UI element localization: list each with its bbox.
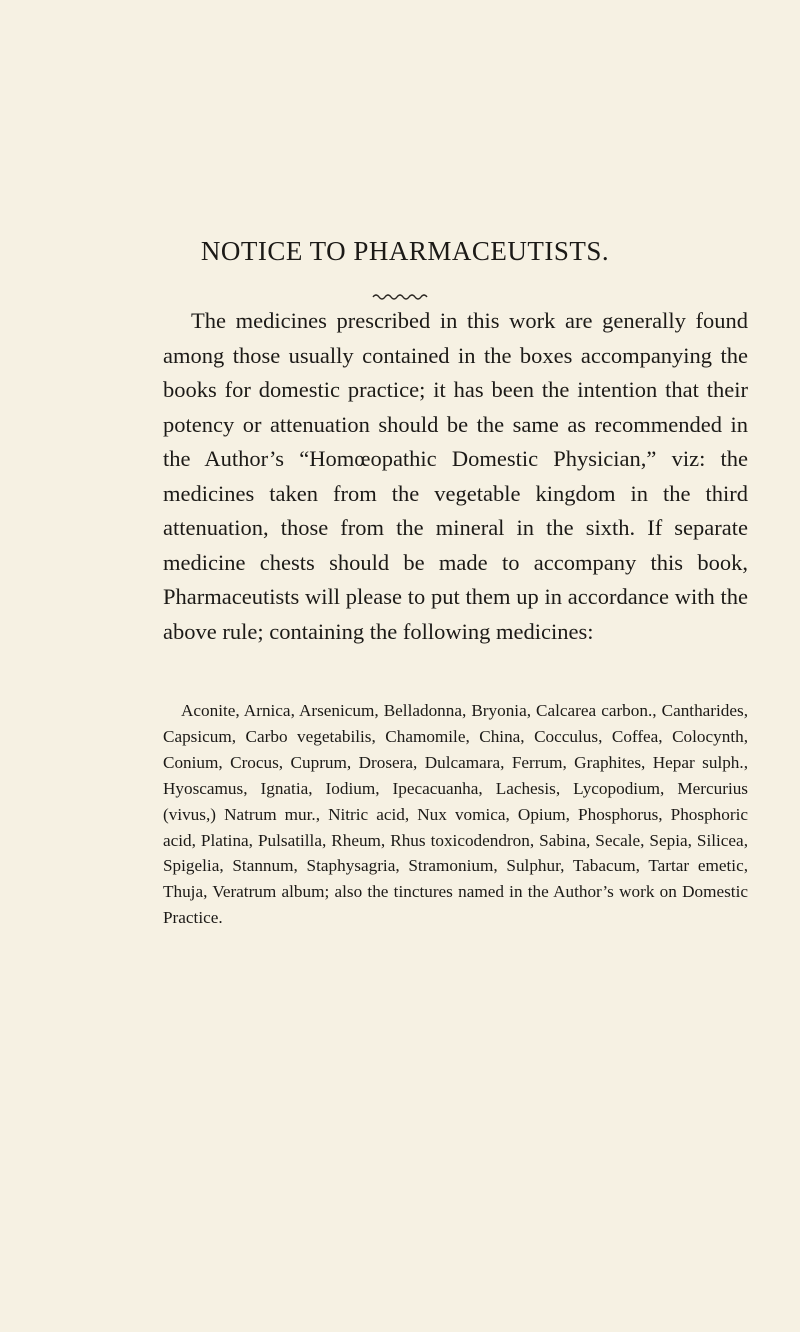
wavy-rule-ornament <box>372 291 428 301</box>
medicines-list <box>163 698 748 931</box>
notice-paragraph <box>163 304 748 649</box>
notice-paragraph-text: The medicines prescribed in this work are generally found among those usually contained in the boxes accompanying the books for domestic practice; it has been the intention that their potency or attenuation should be the same as recommended in the Author’s “Homœopathic Domestic Physician,” viz: the medicines taken from the vegetable kingdom in the third attenuation, those from the mineral in the sixth. If separate medicine chests should be made to accompany this book, Pharmaceutists will please to put them up in accordance with the above rule; containing the following medicines: <box>163 308 748 644</box>
medicines-list-text: Aconite, Arnica, Arsenicum, Belladonna, Bryonia, Calcarea carbon., Cantharides, Capsicum, Carbo vegetabilis, Chamomile, China, Cocculus, Coffea, Colocynth, Conium, Crocus, Cuprum, Drosera, Dulcamara, Ferrum, Graphites, Hepar sulph., Hyoscamus, Ignatia, Iodium, Ipecacuanha, Lachesis, Lycopodium, Mercurius (vivus,) Natrum mur., Nitric acid, Nux vomica, Opium, Phosphorus, Phosphoric acid, Platina, Pulsatilla, Rheum, Rhus toxicodendron, Sabina, Secale, Sepia, Silicea, Spigelia, Stannum, Staphysagria, Stramonium, Sulphur, Tabacum, Tartar emetic, Thuja, Veratrum album; also the tinctures named in the Author’s work on Domestic Practice. <box>163 701 748 928</box>
page-title: NOTICE TO PHARMACEUTISTS. <box>200 236 610 266</box>
